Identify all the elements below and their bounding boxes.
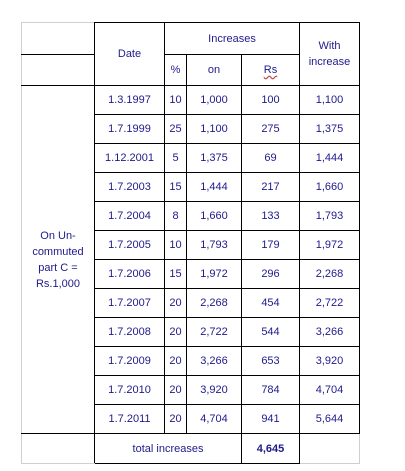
date-cell: 1.7.2006 <box>95 260 165 289</box>
increases-header-label: Increases <box>208 32 256 45</box>
with-increase-cell: 1,660 <box>300 173 360 202</box>
with-increase-cell: 5,644 <box>300 405 360 434</box>
total-with-blank-cell <box>300 434 360 464</box>
with-increase-cell: 2,722 <box>300 289 360 318</box>
rs-cell: 296 <box>242 260 300 289</box>
on-cell: 1,375 <box>187 144 242 173</box>
date-cell: 1.7.2010 <box>95 376 165 405</box>
on-cell: 4,704 <box>187 405 242 434</box>
with-increase-cell: 3,266 <box>300 318 360 347</box>
on-cell: 1,972 <box>187 260 242 289</box>
date-cell: 1.7.2011 <box>95 405 165 434</box>
header-blank-cell-2 <box>22 55 95 86</box>
date-header <box>95 23 165 86</box>
date-cell: 1.7.2007 <box>95 289 165 318</box>
date-cell: 1.7.1999 <box>95 115 165 144</box>
percent-cell: 20 <box>165 289 187 318</box>
percent-cell: 15 <box>165 173 187 202</box>
rs-cell: 941 <box>242 405 300 434</box>
percent-header-label: % <box>170 64 181 76</box>
percent-cell: 10 <box>165 86 187 115</box>
row-group-label <box>22 86 95 434</box>
on-header-label: on <box>207 64 221 76</box>
rs-header-label: Rs <box>263 64 278 76</box>
with-increase-cell: 1,444 <box>300 144 360 173</box>
percent-cell: 10 <box>165 231 187 260</box>
rs-cell: 454 <box>242 289 300 318</box>
header-row-1 <box>22 23 360 55</box>
row-label-line: commuted <box>32 245 84 258</box>
on-cell: 2,722 <box>187 318 242 347</box>
with-increase-cell: 2,268 <box>300 260 360 289</box>
total-row <box>22 434 360 464</box>
date-cell: 1.7.2009 <box>95 347 165 376</box>
with-increase-cell: 3,920 <box>300 347 360 376</box>
rs-cell: 217 <box>242 173 300 202</box>
on-cell: 3,920 <box>187 376 242 405</box>
row-label-line: part C = <box>38 261 78 274</box>
total-label: total increases <box>95 434 242 464</box>
with-increase-header <box>300 23 360 86</box>
rs-cell: 653 <box>242 347 300 376</box>
rs-cell: 544 <box>242 318 300 347</box>
rs-cell: 133 <box>242 202 300 231</box>
percent-cell: 15 <box>165 260 187 289</box>
with-increase-cell: 1,100 <box>300 86 360 115</box>
percent-cell: 8 <box>165 202 187 231</box>
date-cell: 1.7.2008 <box>95 318 165 347</box>
percent-cell: 20 <box>165 405 187 434</box>
rs-cell: 275 <box>242 115 300 144</box>
rs-header <box>242 55 300 86</box>
percent-cell: 20 <box>165 318 187 347</box>
row-label-line: Rs.1,000 <box>35 277 81 290</box>
rs-cell: 69 <box>242 144 300 173</box>
date-cell: 1.7.2004 <box>95 202 165 231</box>
percent-header <box>165 55 187 86</box>
with-increase-cell: 4,704 <box>300 376 360 405</box>
on-header <box>187 55 242 86</box>
on-cell: 1,444 <box>187 173 242 202</box>
with-increase-cell: 1,972 <box>300 231 360 260</box>
percent-cell: 20 <box>165 376 187 405</box>
table-row <box>22 86 360 115</box>
with-increase-cell: 1,793 <box>300 202 360 231</box>
percent-cell: 25 <box>165 115 187 144</box>
on-cell: 1,100 <box>187 115 242 144</box>
on-cell: 1,793 <box>187 231 242 260</box>
with-increase-header-label: With increase <box>308 40 351 68</box>
on-cell: 1,660 <box>187 202 242 231</box>
total-blank-cell <box>22 434 95 464</box>
date-cell: 1.3.1997 <box>95 86 165 115</box>
rs-cell: 100 <box>242 86 300 115</box>
with-increase-cell: 1,375 <box>300 115 360 144</box>
date-header-label: Date <box>117 48 142 60</box>
on-cell: 1,000 <box>187 86 242 115</box>
rs-cell: 784 <box>242 376 300 405</box>
total-value: 4,645 <box>242 434 300 464</box>
percent-cell: 5 <box>165 144 187 173</box>
rs-cell: 179 <box>242 231 300 260</box>
date-cell: 1.7.2005 <box>95 231 165 260</box>
date-cell: 1.12.2001 <box>95 144 165 173</box>
on-cell: 2,268 <box>187 289 242 318</box>
date-cell: 1.7.2003 <box>95 173 165 202</box>
on-cell: 3,266 <box>187 347 242 376</box>
increase-table <box>21 22 360 464</box>
header-blank-cell <box>22 23 95 55</box>
percent-cell: 20 <box>165 347 187 376</box>
increases-header <box>165 23 300 55</box>
row-label-line: On Un- <box>40 229 76 242</box>
